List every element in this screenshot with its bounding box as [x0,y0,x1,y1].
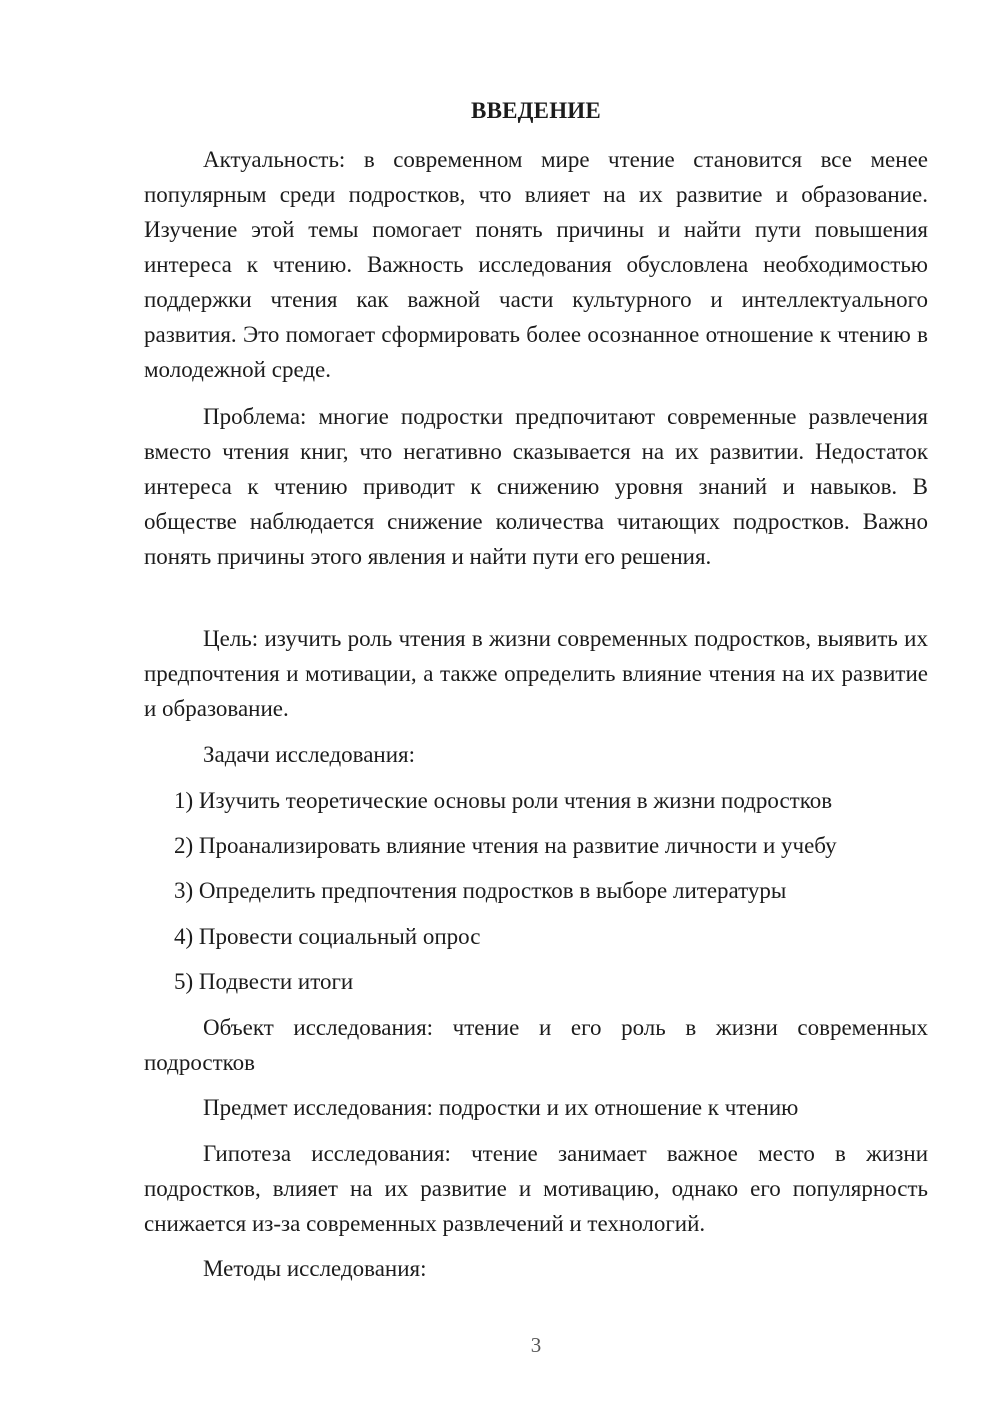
methods-heading: Методы исследования: [203,1256,427,1281]
paragraph-subject: Предмет исследования: подростки и их отношение к чтению [203,1095,799,1120]
list-item: 1) Изучить теоретические основы роли чтения в жизни подростков [174,788,833,813]
paragraph-goal: Цель: изучить роль чтения в жизни современных подростков, выявить их предпочтения и мотивации, а также определить влияние чтения на их развитие и образование. [144,626,928,721]
page-title: ВВЕДЕНИЕ [471,98,601,123]
paragraph-object: Объект исследования: чтение и его роль в жизни современных подростков [144,1015,928,1075]
page-number: 3 [530,1333,542,1357]
list-item: 4) Провести социальный опрос [174,924,481,949]
list-item: 2) Проанализировать влияние чтения на развитие личности и учебу [174,833,837,858]
paragraph-relevance: Актуальность: в современном мире чтение становится все менее популярным среди подростков, что влияет на их развитие и образование. Изучение этой темы помогает понять причины и найти пути повышения интереса к чтению. Важность исследования обусловлена необходимостью поддержки чтения как важной части культурного и интеллектуального развития. Это помогает сформировать более осознанное отношение к чтению в молодежной среде. [144,147,928,382]
list-item: 3) Определить предпочтения подростков в выборе литературы [174,878,787,903]
paragraph-problem: Проблема: многие подростки предпочитают современные развлечения вместо чтения книг, что негативно сказывается на их развитии. Недостаток интереса к чтению приводит к снижению уровня знаний и навыков. В обществе наблюдается снижение количества читающих подростков. Важно понять причины этого явления и найти пути его решения. [144,404,928,569]
tasks-heading: Задачи исследования: [203,742,416,767]
list-item: 5) Подвести итоги [174,969,354,994]
paragraph-hypothesis: Гипотеза исследования: чтение занимает важное место в жизни подростков, влияет на их развитие и мотивацию, однако его популярность снижается из-за современных развлечений и технологий. [144,1141,928,1236]
